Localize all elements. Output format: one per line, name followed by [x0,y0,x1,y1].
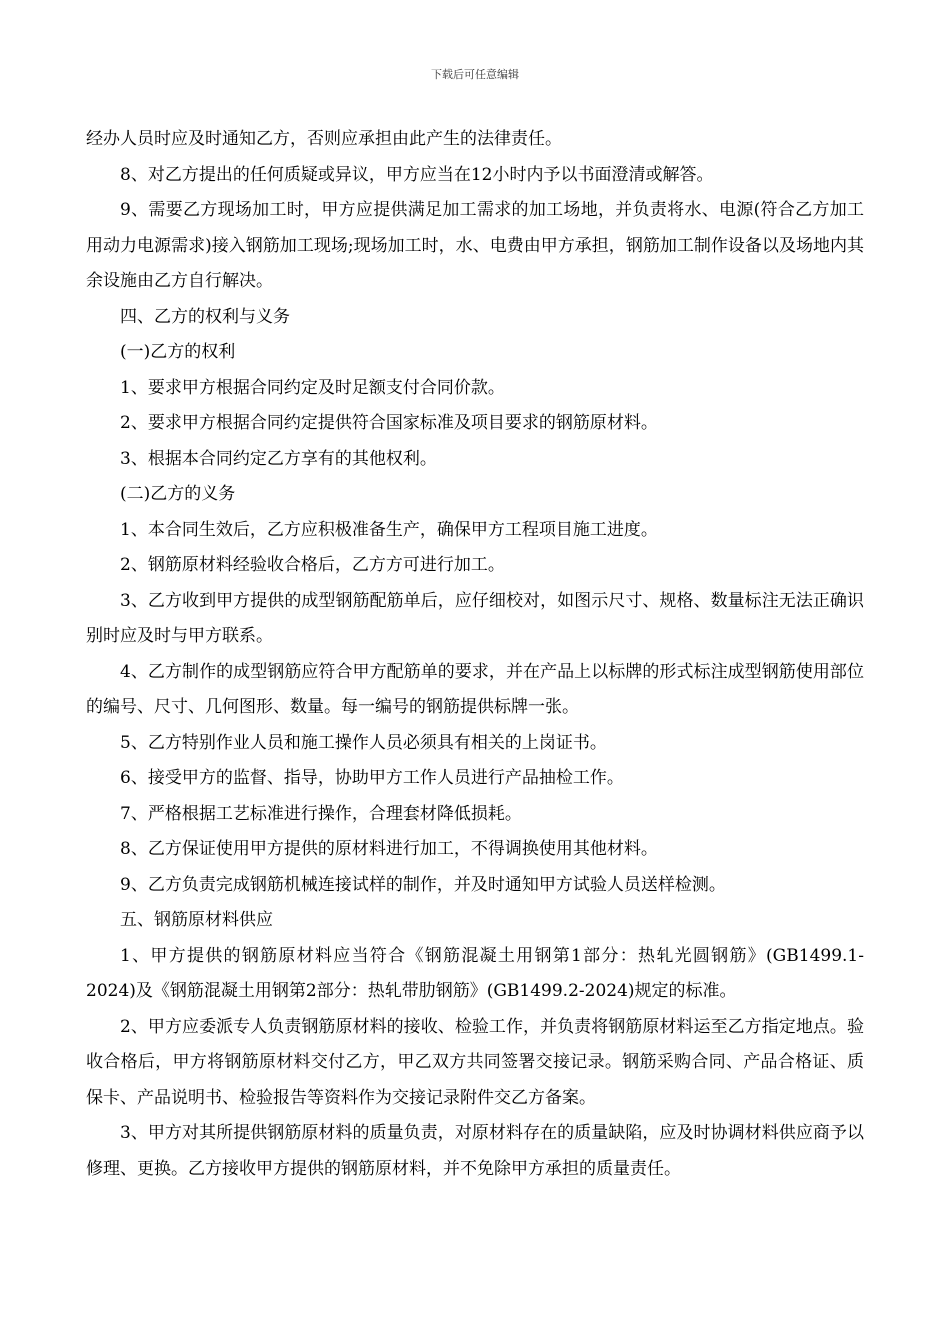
obligation-item-8: 8、乙方保证使用甲方提供的原材料进行加工，不得调换使用其他材料。 [120,839,658,859]
paragraph-continuation: 经办人员时应及时通知乙方，否则应承担由此产生的法律责任。 [86,129,562,149]
document-body [86,122,864,1187]
obligation-item-6: 6、接受甲方的监督、指导，协助甲方工作人员进行产品抽检工作。 [120,768,624,788]
rights-item-1: 1、要求甲方根据合同约定及时足额支付合同价款。 [120,377,505,398]
supply-item-3: 3、甲方对其所提供钢筋原材料的质量负责，对原材料存在的质量缺陷，应及时协调材料供应商予以修理、更换。乙方接收甲方提供的钢筋原材料，并不免除甲方承担的质量责任。 [86,1123,864,1179]
obligation-item-3: 3、乙方收到甲方提供的成型钢筋配筋单后，应仔细校对，如图示尺寸、规格、数量标注无法正确识别时应及时与甲方联系。 [86,590,864,646]
subsection-rights-heading: (一)乙方的权利 [120,342,236,362]
obligation-item-9: 9、乙方负责完成钢筋机械连接试样的制作，并及时通知甲方试验人员送样检测。 [120,874,726,895]
obligation-item-4: 4、乙方制作的成型钢筋应符合甲方配筋单的要求，并在产品上以标牌的形式标注成型钢筋使用部位的编号、尺寸、几何图形、数量。每一编号的钢筋提供标牌一张。 [86,661,864,717]
supply-item-2: 2、甲方应委派专人负责钢筋原材料的接收、检验工作，并负责将钢筋原材料运至乙方指定地点。验收合格后，甲方将钢筋原材料交付乙方，甲乙双方共同签署交接记录。钢筋采购合同、产品合格证、质保卡、产品说明书、检验报告等资料作为交接记录附件交乙方备案。 [86,1016,864,1108]
clause-9-onsite-processing: 9、需要乙方现场加工时，甲方应提供满足加工需求的加工场地，并负责将水、电源(符合乙方加工用动力电源需求)接入钢筋加工现场;现场加工时，水、电费由甲方承担，钢筋加工制作设备以及场地内其余设施由乙方自行解决。 [86,200,864,291]
obligation-item-2: 2、钢筋原材料经验收合格后，乙方方可进行加工。 [120,555,505,575]
obligation-item-7: 7、严格根据工艺标准进行操作，合理套材降低损耗。 [120,803,522,824]
rights-item-2: 2、要求甲方根据合同约定提供符合国家标准及项目要求的钢筋原材料。 [120,413,658,433]
section-5-heading: 五、钢筋原材料供应 [120,910,273,930]
section-4-heading: 四、乙方的权利与义务 [120,306,290,327]
obligation-item-5: 5、乙方特别作业人员和施工操作人员必须具有相关的上岗证书。 [120,732,607,753]
page-header: 下载后可任意编辑 [431,68,519,81]
subsection-obligations-heading: (二)乙方的义务 [120,484,236,504]
supply-item-1: 1、甲方提供的钢筋原材料应当符合《钢筋混凝土用钢第1部分：热轧光圆钢筋》(GB1499.1-2024)及《钢筋混凝土用钢第2部分：热轧带肋钢筋》(GB1499.2-2024)规定的标准。 [86,945,864,1001]
rights-item-3: 3、根据本合同约定乙方享有的其他权利。 [120,448,437,469]
clause-8-clarification: 8、对乙方提出的任何质疑或异议，甲方应当在12小时内予以书面澄清或解答。 [120,164,714,185]
obligation-item-1: 1、本合同生效后，乙方应积极准备生产，确保甲方工程项目施工进度。 [120,519,658,540]
